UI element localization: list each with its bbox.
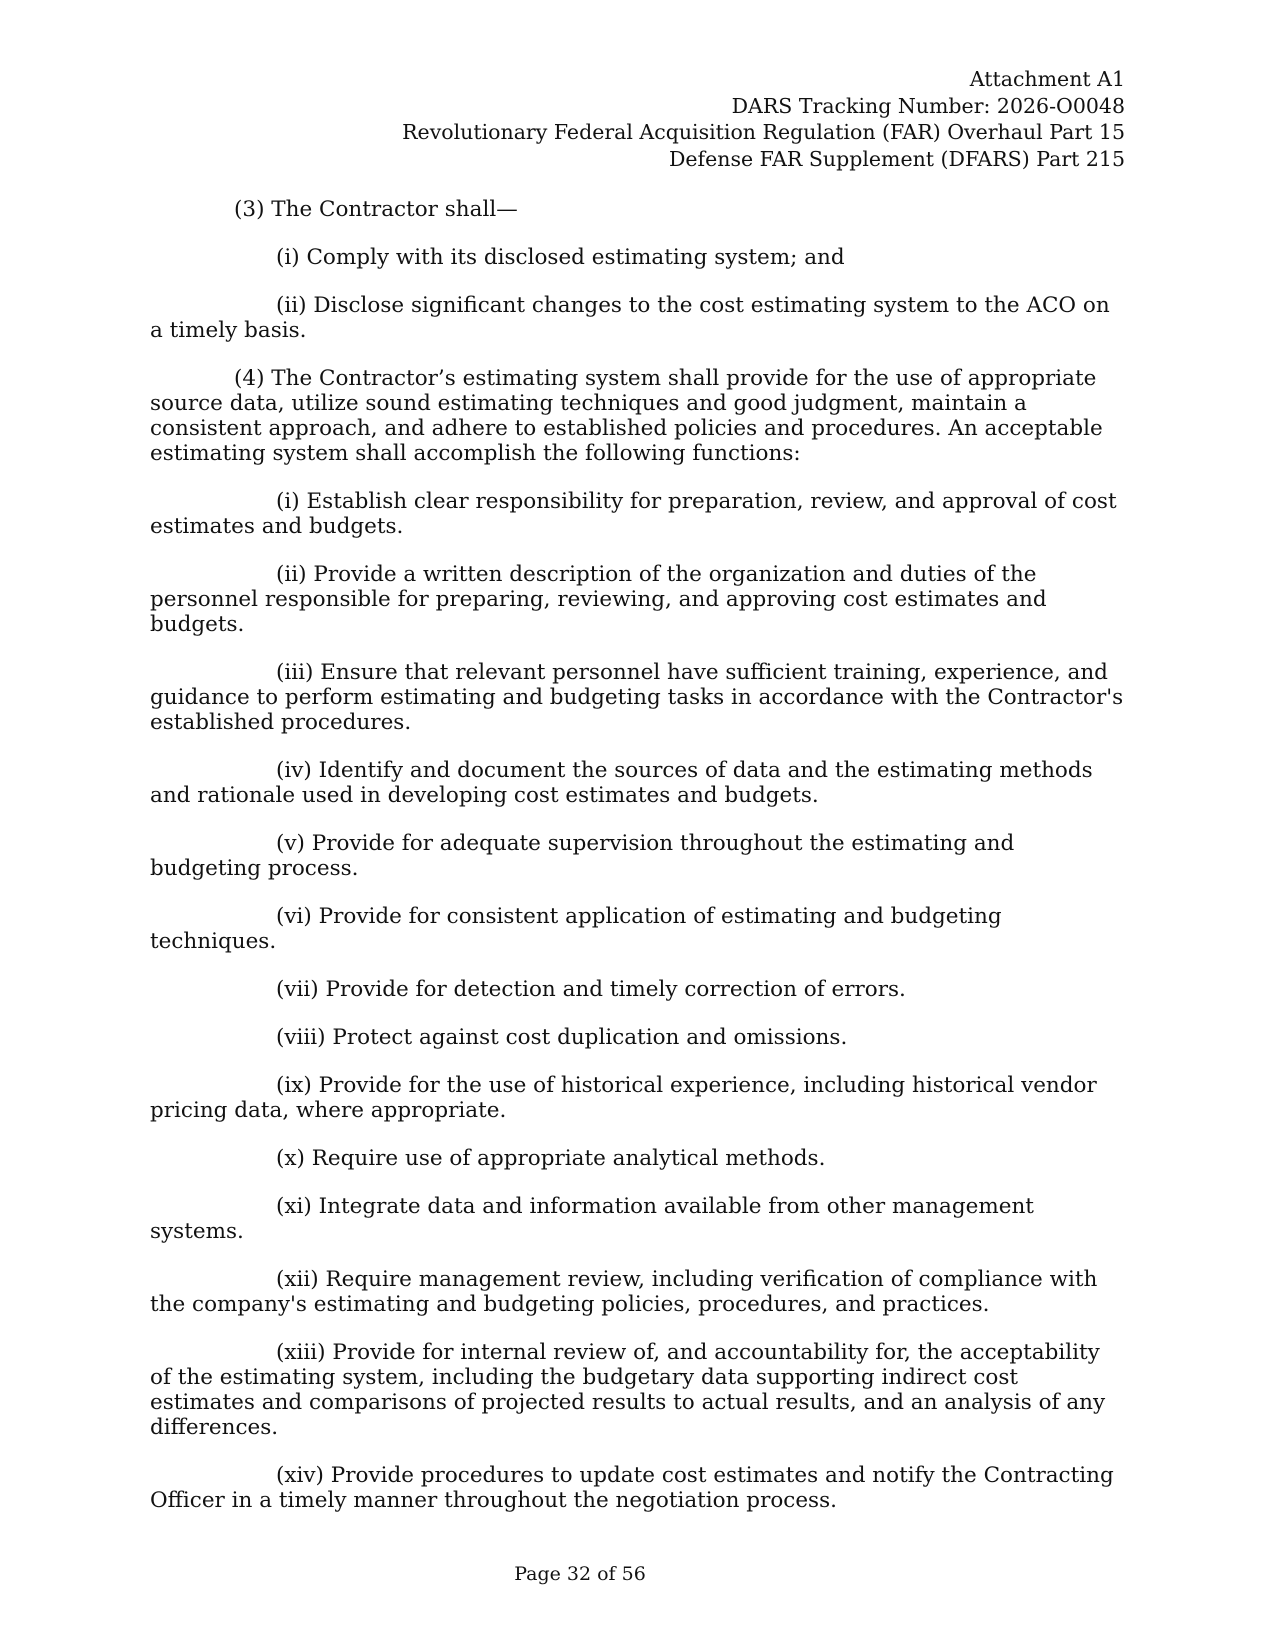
paragraph-4-xii: (xii) Require management review, including verification of compliance with the company's estimating and budgeting policies, procedures, and practices. [150, 1267, 1098, 1317]
regulation-title: Revolutionary Federal Acquisition Regulation (FAR) Overhaul Part 15 [402, 120, 1125, 144]
paragraph-4-viii: (viii) Protect against cost duplication and omissions. [276, 1025, 848, 1050]
paragraph-4-iii: (iii) Ensure that relevant personnel have sufficient training, experience, and guidance to perform estimating and budgeting tasks in accordance with the Contractor's established procedures. [150, 660, 1124, 735]
document-header [402, 66, 1125, 172]
paragraph-3-ii: (ii) Disclose significant changes to the cost estimating system to the ACO on a timely basis. [150, 293, 1110, 343]
paragraph-4-xiv: (xiv) Provide procedures to update cost estimates and notify the Contracting Officer in a timely manner throughout the negotiation process. [150, 1463, 1114, 1513]
paragraph-4-ix: (ix) Provide for the use of historical experience, including historical vendor pricing data, where appropriate. [150, 1073, 1097, 1123]
paragraph-4-iv: (iv) Identify and document the sources of data and the estimating methods and rationale used in developing cost estimates and budgets. [150, 758, 1093, 808]
paragraph-4-v: (v) Provide for adequate supervision throughout the estimating and budgeting process. [150, 831, 1015, 881]
paragraph-4-xiii: (xiii) Provide for internal review of, and accountability for, the acceptability of the estimating system, including the budgetary data supporting indirect cost estimates and comparisons of projected results to actual results, and an analysis of any differences. [150, 1340, 1106, 1440]
paragraph-3-i: (i) Comply with its disclosed estimating system; and [276, 245, 845, 270]
paragraph-3: (3) The Contractor shall— [234, 197, 518, 222]
paragraph-4: (4) The Contractor’s estimating system shall provide for the use of appropriate source data, utilize sound estimating techniques and good judgment, maintain a consistent approach, and adhere to established policies and procedures. An acceptable estimating system shall accomplish the following functions: [150, 366, 1103, 466]
paragraph-4-ii: (ii) Provide a written description of the organization and duties of the personnel responsible for preparing, reviewing, and approving cost estimates and budgets. [150, 562, 1047, 637]
paragraph-4-vi: (vi) Provide for consistent application of estimating and budgeting techniques. [150, 904, 1002, 954]
paragraph-4-xi: (xi) Integrate data and information available from other management systems. [150, 1194, 1034, 1244]
paragraph-4-vii: (vii) Provide for detection and timely correction of errors. [276, 977, 906, 1002]
tracking-number: DARS Tracking Number: 2026-O0048 [731, 93, 1125, 118]
paragraph-4-i: (i) Establish clear responsibility for preparation, review, and approval of cost estimates and budgets. [150, 489, 1117, 539]
supplement-title: Defense FAR Supplement (DFARS) Part 215 [668, 146, 1125, 171]
paragraph-4-x: (x) Require use of appropriate analytical methods. [276, 1146, 826, 1171]
attachment-label: Attachment A1 [969, 67, 1125, 91]
document-body [150, 197, 1125, 1536]
page-number: Page 32 of 56 [514, 1563, 646, 1585]
